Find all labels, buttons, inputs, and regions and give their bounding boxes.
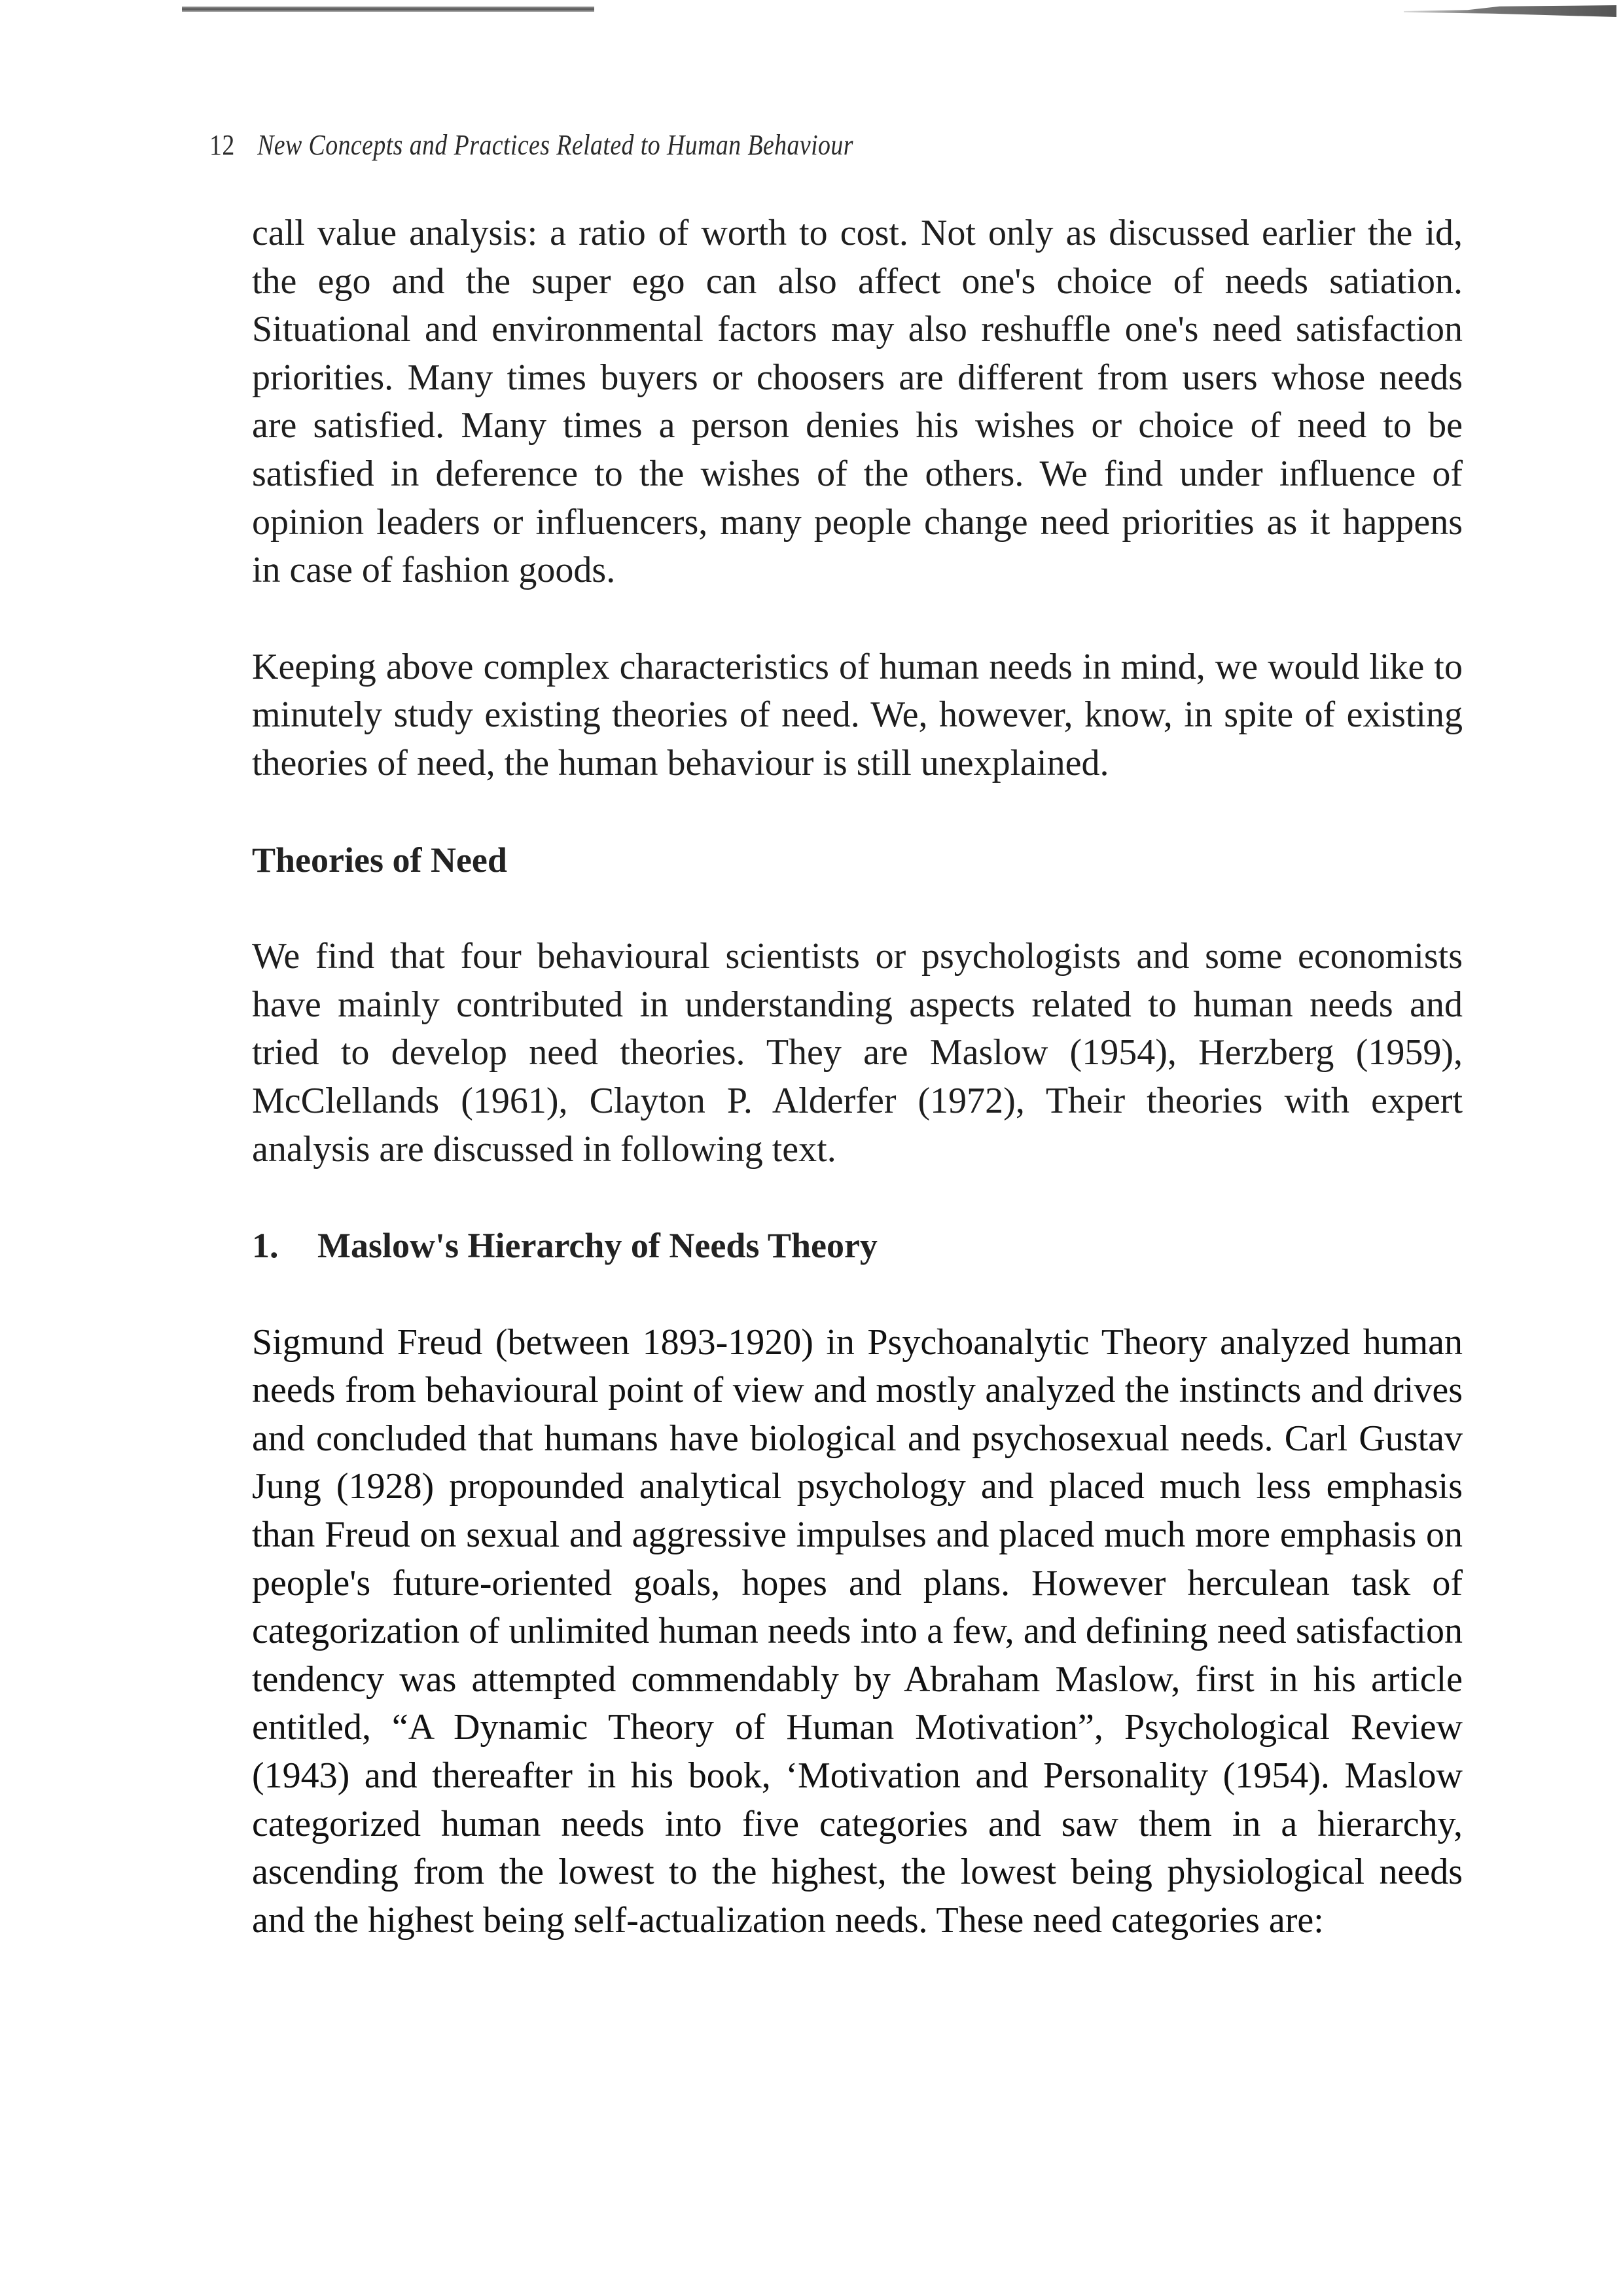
section-heading-theories-of-need: Theories of Need [252, 840, 507, 880]
running-title: New Concepts and Practices Related to Human Behaviour [257, 129, 853, 161]
subsection-heading-maslow [252, 1222, 1463, 1270]
paragraph-complex-characteristics: Keeping above complex characteristics of human needs in mind, we would like to minutely study existing theories of need. We, however, know, in spite of existing theories of need, the human behaviour is still unexplained. [252, 646, 1463, 783]
paragraph-freud-jung-maslow: Sigmund Freud (between 1893-1920) in Psychoanalytic Theory analyzed human needs from behavioural point of view and mostly analyzed the instincts and drives and concluded that humans have biological and psychosexual needs. Carl Gustav Jung (1928) propounded analytical psychology and placed much less emphasis than Freud on sexual and aggressive impulses and placed much more emphasis on people's future-oriented goals, hopes and plans. However herculean task of categorization of unlimited human needs into a few, and defining need satisfaction tendency was attempted commendably by Abraham Maslow, first in his article entitled, “A Dynamic Theory of Human Motivation”, Psychological Review (1943) and thereafter in his book, ‘Motivation and Personality (1954). Maslow categorized human needs into five categories and saw them in a hierarchy, ascending from the lowest to the highest, the lowest being physiological needs and the highest being self-actualization needs. These need categories are: [252, 1321, 1463, 1941]
paragraph-value-analysis: call value analysis: a ratio of worth to cost. Not only as discussed earlier the id, the ego and the super ego can also affect one's choice of needs satiation. Situational and environmental factors may also reshuffle one's need satisfaction priorities. Many times buyers or choosers are different from users whose needs are satisfied. Many times a person denies his wishes or choice of need to be satisfied in deference to the wishes of the others. We find under influence of opinion leaders or influencers, many people change need priorities as it happens in case of fashion goods. [252, 213, 1463, 591]
subsection-title: Maslow's Hierarchy of Needs Theory [317, 1226, 878, 1266]
paragraph-gap [252, 595, 1463, 643]
subsection-number: 1. [252, 1226, 279, 1266]
paragraph-gap [252, 788, 1463, 836]
paragraph-gap [252, 1174, 1463, 1222]
paragraph-gap [252, 1270, 1463, 1319]
running-header [209, 128, 853, 162]
paragraph-gap [252, 884, 1463, 933]
scan-artifact-rule-left [182, 7, 594, 12]
page-number: 12 [209, 129, 235, 161]
page-body [252, 209, 1463, 1945]
scan-artifact-rule-right [1404, 5, 1616, 17]
paragraph-contributors: We find that four behavioural scientists or psychologists and some economists have mainly contributed in understanding aspects related to human needs and tried to develop need theories. They are Maslow (1954), Herzberg (1959), McClellands (1961), Clayton P. Alderfer (1972), Their theories with expert analysis are discussed in following text. [252, 936, 1463, 1170]
